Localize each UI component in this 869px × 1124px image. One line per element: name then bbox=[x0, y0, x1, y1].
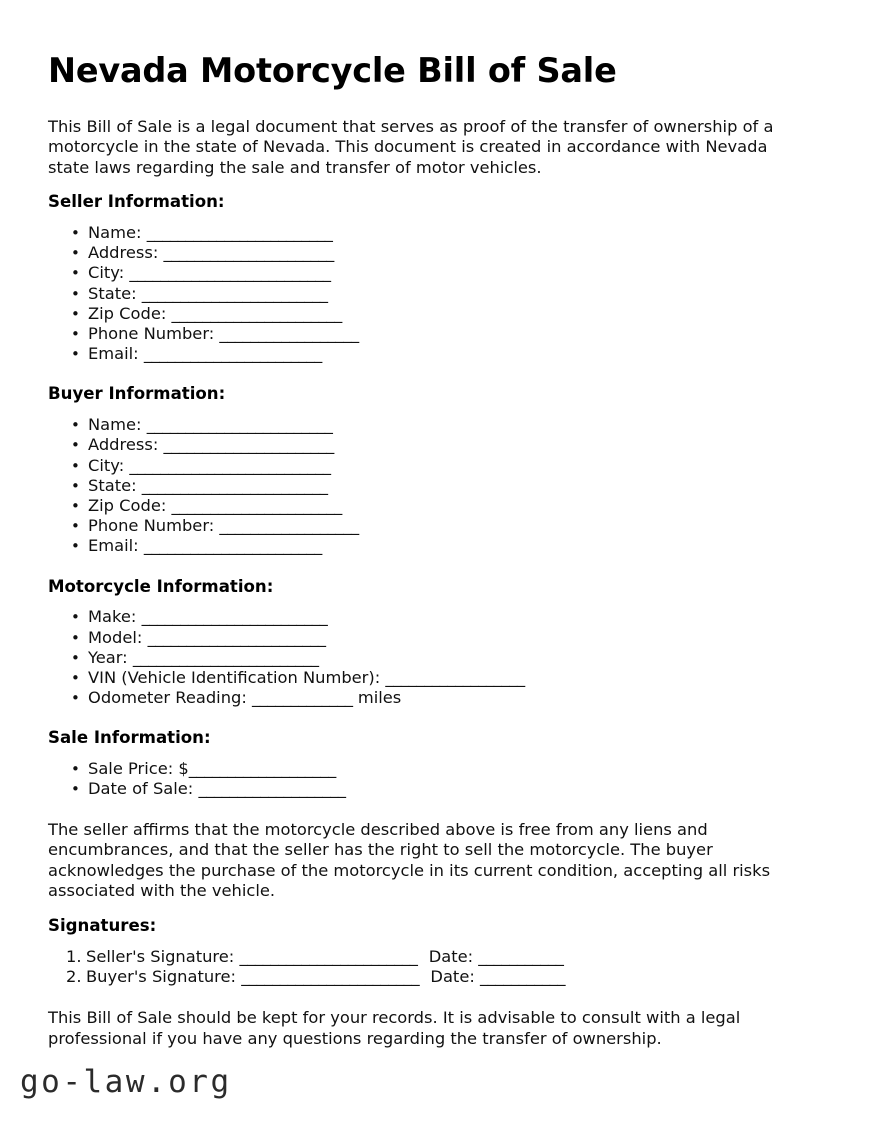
field-blank[interactable]: ________________________ bbox=[141, 607, 328, 627]
seller-information-fields bbox=[48, 223, 808, 364]
field-blank[interactable]: _______________________ bbox=[143, 536, 322, 556]
field-label: Year: bbox=[88, 647, 128, 667]
field-blank[interactable]: __________________ bbox=[219, 324, 359, 344]
page-title: Nevada Motorcycle Bill of Sale bbox=[48, 51, 617, 90]
field-blank[interactable]: ________________________ bbox=[141, 283, 328, 303]
field-row bbox=[88, 263, 808, 283]
field-label: Model: bbox=[88, 627, 143, 647]
field-label: State: bbox=[88, 475, 137, 495]
field-blank[interactable]: _______________________ bbox=[147, 627, 326, 647]
field-label: City: bbox=[88, 263, 125, 283]
field-row bbox=[88, 435, 808, 455]
field-label: Phone Number: bbox=[88, 516, 215, 536]
site-watermark: go-law.org bbox=[20, 1064, 232, 1100]
field-blank[interactable]: ________________________ bbox=[146, 415, 333, 435]
field-row bbox=[88, 344, 808, 364]
field-row bbox=[88, 668, 808, 688]
field-row bbox=[88, 628, 808, 648]
field-blank[interactable]: ______________________ bbox=[163, 243, 334, 263]
field-blank[interactable]: ___________________ bbox=[188, 759, 336, 779]
field-label: Name: bbox=[88, 223, 142, 243]
field-blank[interactable]: ________________________ bbox=[132, 647, 319, 667]
field-row bbox=[88, 284, 808, 304]
field-blank[interactable]: ______________________ bbox=[171, 496, 342, 515]
motorcycle-information-fields bbox=[48, 607, 808, 708]
field-row bbox=[88, 607, 808, 627]
seller-information-heading: Seller Information: bbox=[48, 192, 225, 212]
field-blank[interactable]: ______________________ bbox=[163, 435, 334, 455]
signature-blank[interactable]: _______________________ bbox=[239, 946, 418, 966]
field-suffix: miles bbox=[352, 688, 402, 708]
field-label: Phone Number: bbox=[88, 324, 215, 344]
signature-row bbox=[66, 967, 808, 988]
field-blank[interactable]: _______________________ bbox=[143, 344, 322, 364]
signature-label: Seller's Signature: bbox=[86, 946, 235, 966]
signature-blank[interactable]: _______________________ bbox=[241, 967, 420, 987]
field-row bbox=[88, 304, 808, 324]
date-blank[interactable]: ___________ bbox=[478, 946, 564, 966]
date-label: Date: bbox=[430, 967, 475, 987]
field-blank[interactable]: __________________________ bbox=[129, 263, 331, 283]
closing-paragraph: This Bill of Sale should be kept for your records. It is advisable to consult with a legal professional if you have any questions regarding the transfer of ownership. bbox=[48, 1008, 741, 1048]
affirmation-paragraph: The seller affirms that the motorcycle described above is free from any liens and encumbrances, and that the seller has the right to sell the motorcycle. The buyer acknowledges the purchase of the motorcycle in its current condition, accepting all risks associated with the vehicle. bbox=[48, 819, 771, 901]
field-blank[interactable]: ________________________ bbox=[146, 223, 333, 243]
field-label: City: bbox=[88, 455, 125, 475]
field-row bbox=[88, 496, 808, 516]
date-label: Date: bbox=[428, 946, 474, 966]
field-label: Address: bbox=[88, 435, 159, 455]
field-label: Zip Code: bbox=[88, 496, 167, 515]
field-row bbox=[88, 648, 808, 668]
sale-information-heading: Sale Information: bbox=[48, 728, 211, 748]
field-row bbox=[88, 456, 808, 476]
signature-label: Buyer's Signature: bbox=[86, 967, 236, 987]
field-row bbox=[88, 243, 808, 263]
field-blank[interactable]: __________________ bbox=[219, 516, 359, 536]
buyer-information-heading: Buyer Information: bbox=[48, 384, 226, 404]
field-label: Email: bbox=[88, 536, 139, 556]
field-label: Zip Code: bbox=[88, 303, 167, 323]
sale-information-fields bbox=[48, 759, 808, 799]
field-row bbox=[88, 415, 808, 435]
field-label: Email: bbox=[88, 344, 139, 364]
field-label: Date of Sale: bbox=[88, 779, 194, 799]
field-label: Address: bbox=[88, 243, 159, 263]
field-label: Name: bbox=[88, 415, 142, 435]
field-row bbox=[88, 759, 808, 779]
document-content bbox=[48, 52, 808, 1063]
field-row bbox=[88, 688, 808, 708]
field-blank[interactable]: ______________________ bbox=[171, 303, 342, 323]
field-row bbox=[88, 516, 808, 536]
signatures-list bbox=[48, 947, 808, 989]
motorcycle-information-heading: Motorcycle Information: bbox=[48, 576, 274, 596]
signatures-heading: Signatures: bbox=[48, 915, 157, 935]
field-label: Make: bbox=[88, 607, 137, 627]
field-row bbox=[88, 476, 808, 496]
field-label: Odometer Reading: bbox=[88, 688, 247, 708]
buyer-information-fields bbox=[48, 415, 808, 556]
field-label: State: bbox=[88, 283, 137, 303]
field-blank[interactable]: __________________________ bbox=[129, 455, 331, 475]
field-blank[interactable]: __________________ bbox=[385, 667, 525, 687]
field-blank[interactable]: _____________ bbox=[252, 688, 353, 708]
field-label: VIN (Vehicle Identification Number): bbox=[88, 667, 381, 687]
intro-paragraph: This Bill of Sale is a legal document that serves as proof of the transfer of ownership of a motorcycle in the state of Nevada. This document is created in accordance with Nevada state laws regarding the sale and transfer of motor vehicles. bbox=[48, 116, 774, 177]
field-blank[interactable]: ________________________ bbox=[141, 475, 328, 495]
field-blank[interactable]: ___________________ bbox=[198, 779, 346, 799]
field-row bbox=[88, 324, 808, 344]
field-row bbox=[88, 223, 808, 243]
field-row bbox=[88, 779, 808, 799]
signature-row bbox=[66, 947, 808, 968]
field-row bbox=[88, 536, 808, 556]
date-blank[interactable]: ___________ bbox=[480, 967, 566, 987]
field-label: Sale Price: $ bbox=[88, 759, 189, 779]
